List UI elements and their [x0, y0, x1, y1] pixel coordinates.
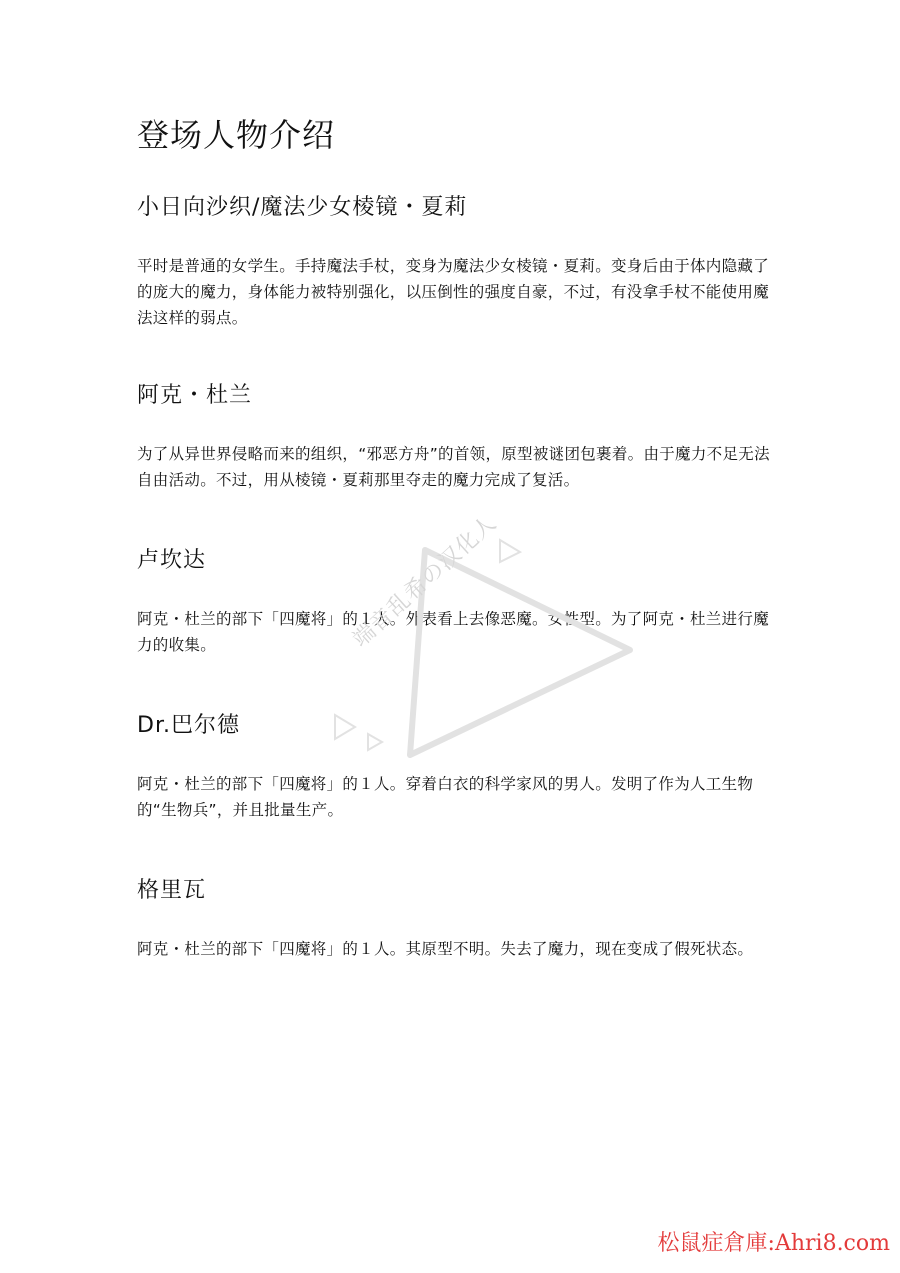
character-entry-2	[137, 378, 777, 493]
character-name: 格里瓦	[137, 878, 207, 903]
character-description: 平时是普通的女学生。手持魔法手杖，变身为魔法少女棱镜・夏莉。变身后由于体内隐藏了的庞大的魔力，身体能力被特别强化，以压倒性的强度自豪，不过，有没拿手杖不能使用魔法这样的弱点。	[137, 257, 770, 327]
character-description: 阿克・杜兰的部下「四魔将」的１人。穿着白衣的科学家风的男人。发明了作为人工生物的“生物兵”，并且批量生产。	[137, 775, 754, 819]
character-name: 小日向沙织/魔法少女棱镜・夏莉	[137, 195, 468, 220]
character-name: 卢坎达	[137, 548, 207, 573]
character-name: 阿克・杜兰	[137, 383, 253, 408]
watermark-text: 端音乱希の汉化人	[348, 510, 502, 653]
character-entry-1	[137, 190, 777, 331]
character-entry-4	[137, 708, 777, 823]
page-title: 登场人物介绍	[137, 116, 336, 154]
character-name: Dr.巴尔德	[137, 713, 240, 738]
character-entry-5	[137, 873, 777, 962]
footer-site-link[interactable]: 松鼠症倉庫:Ahri8.com	[657, 1231, 890, 1256]
character-description: 为了从异世界侵略而来的组织，“邪恶方舟”的首领，原型被谜团包裹着。由于魔力不足无法自由活动。不过，用从棱镜・夏莉那里夺走的魔力完成了复活。	[137, 445, 770, 489]
character-description: 阿克・杜兰的部下「四魔将」的１人。其原型不明。失去了魔力，现在变成了假死状态。	[137, 940, 754, 958]
character-description: 阿克・杜兰的部下「四魔将」的１人。外表看上去像恶魔。女性型。为了阿克・杜兰进行魔力的收集。	[137, 610, 770, 654]
